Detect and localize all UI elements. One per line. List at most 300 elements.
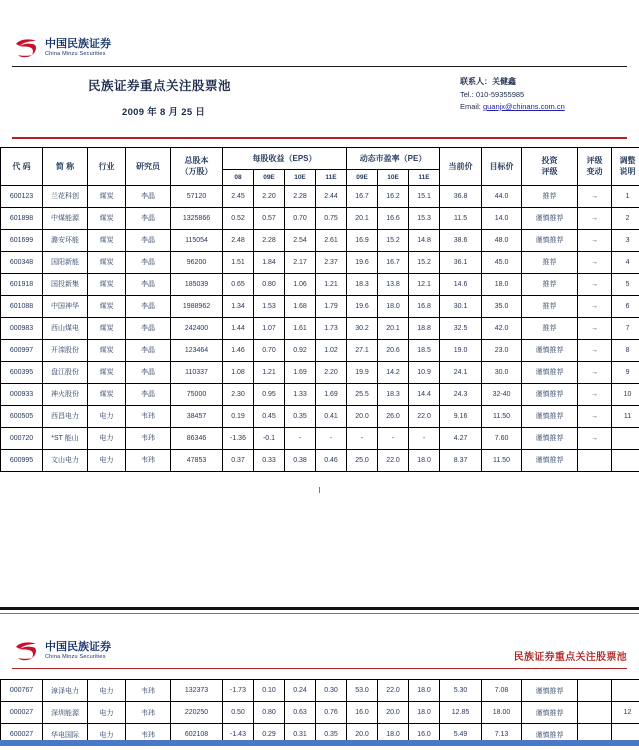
cell-eps-09e: 0.57 [254, 207, 285, 229]
col-eps-10e: 10E [285, 169, 316, 185]
cell-industry: 电力 [88, 405, 126, 427]
cell-eps-08: 2.30 [223, 383, 254, 405]
cell-eps-09e: 2.28 [254, 229, 285, 251]
cell-eps-09e: 0.33 [254, 449, 285, 471]
cell-pe-09e: 25.0 [347, 449, 378, 471]
cell-industry: 电力 [88, 702, 126, 724]
cell-pe-11e: 14.8 [409, 229, 440, 251]
cell-capital: 110337 [171, 361, 223, 383]
page-separator [0, 607, 639, 614]
cell-rating-change: → [578, 295, 612, 317]
cell-eps-09e: 0.45 [254, 405, 285, 427]
cell-capital: 132373 [171, 680, 223, 702]
cell-code: 000933 [1, 383, 43, 405]
cell-researcher: 韦玮 [126, 449, 171, 471]
brand-name-en: China Minzu Securities [45, 52, 111, 58]
cell-name: 国投新集 [43, 273, 88, 295]
table-row [1, 229, 639, 251]
cell-eps-11e: 1.02 [316, 339, 347, 361]
cell-pe-10e: 15.2 [378, 229, 409, 251]
cell-capital: 242400 [171, 317, 223, 339]
cell-pe-10e: 14.2 [378, 361, 409, 383]
cell-eps-11e: 0.46 [316, 449, 347, 471]
cell-name: 华电国际 [43, 724, 88, 746]
cell-current-price: 36.8 [440, 185, 482, 207]
cell-rating: 谨慎推荐 [522, 361, 578, 383]
cell-researcher: 韦玮 [126, 405, 171, 427]
cell-rating: 推荐 [522, 251, 578, 273]
cell-target-price: 30.0 [482, 361, 522, 383]
cell-eps-08: -1.43 [223, 724, 254, 746]
cell-eps-10e: 0.63 [285, 702, 316, 724]
cell-target-price: 18.00 [482, 702, 522, 724]
col-eps-09e: 09E [254, 169, 285, 185]
cell-eps-09e: 0.80 [254, 273, 285, 295]
cell-researcher: 李晶 [126, 207, 171, 229]
cell-industry: 煤炭 [88, 229, 126, 251]
cell-pe-09e: 20.0 [347, 405, 378, 427]
cell-code: 600995 [1, 449, 43, 471]
brand-name-cn: 中国民族证券 [45, 39, 111, 50]
cell-researcher: 李晶 [126, 251, 171, 273]
cell-eps-08: -1.73 [223, 680, 254, 702]
cell-pe-10e: 26.0 [378, 405, 409, 427]
cell-industry: 煤炭 [88, 339, 126, 361]
cell-researcher: 韦玮 [126, 427, 171, 449]
cell-code: 600123 [1, 185, 43, 207]
cell-current-price: 32.5 [440, 317, 482, 339]
cell-pe-11e: 15.3 [409, 207, 440, 229]
cell-target-price: 7.13 [482, 724, 522, 746]
email-link[interactable]: guanjx@chinans.com.cn [483, 102, 565, 111]
cell-researcher: 李晶 [126, 383, 171, 405]
cell-eps-09e: 1.53 [254, 295, 285, 317]
cell-pe-11e: 12.1 [409, 273, 440, 295]
cell-industry: 电力 [88, 427, 126, 449]
cell-eps-08: 0.37 [223, 449, 254, 471]
cell-note: 1 [612, 185, 639, 207]
cell-eps-11e: 2.37 [316, 251, 347, 273]
cell-capital: 1325866 [171, 207, 223, 229]
cell-pe-11e: 18.0 [409, 702, 440, 724]
cell-researcher: 李晶 [126, 229, 171, 251]
cell-pe-10e: 16.2 [378, 185, 409, 207]
cell-pe-09e: 53.0 [347, 680, 378, 702]
cell-rating: 谨慎推荐 [522, 229, 578, 251]
cell-current-price: 24.3 [440, 383, 482, 405]
col-rating-line1: 投资 [522, 155, 577, 166]
cell-eps-11e: 2.20 [316, 361, 347, 383]
table-row [1, 185, 639, 207]
cell-eps-08: 1.51 [223, 251, 254, 273]
cell-code: 600505 [1, 405, 43, 427]
cell-note: 3 [612, 229, 639, 251]
cell-eps-11e: - [316, 427, 347, 449]
col-code: 代 码 [1, 147, 43, 185]
col-target-price: 目标价 [482, 147, 522, 185]
cell-pe-11e: 16.0 [409, 724, 440, 746]
cell-name: 兰花科创 [43, 185, 88, 207]
col-industry: 行业 [88, 147, 126, 185]
col-note-line2: 说明 [612, 166, 639, 177]
cell-researcher: 李晶 [126, 273, 171, 295]
report-page-2 [0, 614, 639, 746]
col-change-line1: 评级 [578, 155, 611, 166]
cell-industry: 煤炭 [88, 361, 126, 383]
cell-eps-09e: -0.1 [254, 427, 285, 449]
report-date: 2009 年 8 月 25 日 [122, 104, 205, 118]
cell-eps-10e: 2.54 [285, 229, 316, 251]
cell-target-price: 48.0 [482, 229, 522, 251]
cell-name: *ST 能山 [43, 427, 88, 449]
cell-pe-10e: 20.1 [378, 317, 409, 339]
cell-industry: 电力 [88, 724, 126, 746]
cell-rating-change [578, 449, 612, 471]
table-row [1, 405, 639, 427]
cell-eps-08: -1.36 [223, 427, 254, 449]
cell-pe-09e: 20.0 [347, 724, 378, 746]
cell-current-price: 5.30 [440, 680, 482, 702]
table-row [1, 702, 639, 724]
cell-capital: 1988962 [171, 295, 223, 317]
cell-pe-11e: 18.0 [409, 680, 440, 702]
cell-industry: 煤炭 [88, 383, 126, 405]
cell-rating: 谨慎推荐 [522, 207, 578, 229]
cell-researcher: 韦玮 [126, 702, 171, 724]
cell-note [612, 427, 639, 449]
cell-eps-10e: 0.70 [285, 207, 316, 229]
cell-target-price: 14.0 [482, 207, 522, 229]
report-header [0, 67, 639, 137]
cell-rating: 推荐 [522, 317, 578, 339]
cell-code: 601699 [1, 229, 43, 251]
cell-rating-change [578, 702, 612, 724]
table-row [1, 680, 639, 702]
cell-rating-change: → [578, 339, 612, 361]
col-pe-11e: 11E [409, 169, 440, 185]
cell-name: 国阳新能 [43, 251, 88, 273]
cell-eps-09e: 1.84 [254, 251, 285, 273]
cell-eps-10e: 1.69 [285, 361, 316, 383]
email-label: Email: [460, 102, 481, 111]
cell-code: 000983 [1, 317, 43, 339]
cell-pe-11e: 15.2 [409, 251, 440, 273]
cell-name: 中煤能源 [43, 207, 88, 229]
cell-eps-11e: 0.75 [316, 207, 347, 229]
cell-researcher: 李晶 [126, 185, 171, 207]
page-marker: l [0, 486, 639, 498]
cell-current-price: 9.16 [440, 405, 482, 427]
cell-researcher: 李晶 [126, 317, 171, 339]
minzu-swoosh-icon-page2 [14, 640, 40, 662]
cell-pe-09e: 16.7 [347, 185, 378, 207]
cell-target-price: 11.50 [482, 405, 522, 427]
col-eps-11e: 11E [316, 169, 347, 185]
cell-industry: 煤炭 [88, 185, 126, 207]
cell-eps-08: 1.34 [223, 295, 254, 317]
table-row [1, 207, 639, 229]
cell-capital: 602108 [171, 724, 223, 746]
cell-code: 600395 [1, 361, 43, 383]
cell-eps-11e: 0.41 [316, 405, 347, 427]
cell-capital: 75000 [171, 383, 223, 405]
cell-pe-11e: 15.1 [409, 185, 440, 207]
table-header [1, 147, 639, 185]
cell-eps-11e: 1.79 [316, 295, 347, 317]
col-eps-08: 08 [223, 169, 254, 185]
col-rating-line2: 评级 [522, 166, 577, 177]
cell-eps-10e: 1.06 [285, 273, 316, 295]
cell-pe-11e: 14.4 [409, 383, 440, 405]
cell-pe-10e: 22.0 [378, 680, 409, 702]
page2-red-rule [12, 668, 627, 669]
cell-pe-09e: 16.9 [347, 229, 378, 251]
cell-current-price: 11.5 [440, 207, 482, 229]
cell-eps-10e: 0.35 [285, 405, 316, 427]
cell-pe-10e: 13.8 [378, 273, 409, 295]
col-capital-line2: （万股） [171, 166, 222, 177]
cell-eps-11e: 0.35 [316, 724, 347, 746]
cell-rating-change: → [578, 229, 612, 251]
cell-code: 601088 [1, 295, 43, 317]
page-title: 民族证券重点关注股票池 [88, 76, 231, 94]
stock-pool-table-page2 [0, 679, 639, 746]
cell-eps-09e: 0.70 [254, 339, 285, 361]
cell-eps-11e: 1.69 [316, 383, 347, 405]
cell-eps-09e: 0.95 [254, 383, 285, 405]
table-body-page2 [1, 680, 639, 746]
col-rating [522, 147, 578, 185]
cell-eps-08: 1.46 [223, 339, 254, 361]
page2-header-title: 民族证券重点关注股票池 [514, 648, 627, 663]
cell-note: 8 [612, 339, 639, 361]
page2-brand-name-cn: 中国民族证券 [45, 642, 111, 653]
col-capital-line1: 总股本 [171, 155, 222, 166]
cell-researcher: 李晶 [126, 295, 171, 317]
cell-eps-08: 2.48 [223, 229, 254, 251]
cell-eps-09e: 1.07 [254, 317, 285, 339]
cell-rating-change [578, 680, 612, 702]
col-current-price: 当前价 [440, 147, 482, 185]
header-red-rule [12, 137, 627, 139]
table-row [1, 317, 639, 339]
cell-pe-11e: 18.0 [409, 449, 440, 471]
col-researcher: 研究员 [126, 147, 171, 185]
cell-note: 10 [612, 383, 639, 405]
cell-rating: 谨慎推荐 [522, 427, 578, 449]
cell-eps-09e: 0.29 [254, 724, 285, 746]
cell-pe-11e: 22.0 [409, 405, 440, 427]
cell-pe-10e: - [378, 427, 409, 449]
cell-note: 7 [612, 317, 639, 339]
cell-pe-11e: 18.5 [409, 339, 440, 361]
col-pe-10e: 10E [378, 169, 409, 185]
col-pe-09e: 09E [347, 169, 378, 185]
cell-eps-10e: 0.31 [285, 724, 316, 746]
cell-target-price: 18.0 [482, 273, 522, 295]
col-note-line1: 调整 [612, 155, 639, 166]
cell-name: 潞安环能 [43, 229, 88, 251]
cell-rating: 推荐 [522, 273, 578, 295]
cell-pe-10e: 20.6 [378, 339, 409, 361]
cell-industry: 煤炭 [88, 207, 126, 229]
cell-pe-11e: - [409, 427, 440, 449]
cell-name: 盘江股份 [43, 361, 88, 383]
cell-capital: 38457 [171, 405, 223, 427]
cell-code: 601918 [1, 273, 43, 295]
cell-current-price: 38.6 [440, 229, 482, 251]
cell-capital: 96200 [171, 251, 223, 273]
cell-eps-10e: 2.17 [285, 251, 316, 273]
cell-note: 5 [612, 273, 639, 295]
cell-capital: 57120 [171, 185, 223, 207]
cell-pe-09e: 19.6 [347, 295, 378, 317]
cell-note: 4 [612, 251, 639, 273]
cell-pe-10e: 18.0 [378, 724, 409, 746]
cell-industry: 煤炭 [88, 295, 126, 317]
cell-rating-change: → [578, 405, 612, 427]
cell-rating-change: → [578, 361, 612, 383]
table-row [1, 339, 639, 361]
col-rating-change [578, 147, 612, 185]
cell-pe-09e: 16.0 [347, 702, 378, 724]
cell-eps-11e: 2.44 [316, 185, 347, 207]
cell-pe-10e: 18.3 [378, 383, 409, 405]
cell-researcher: 韦玮 [126, 680, 171, 702]
cell-target-price: 7.60 [482, 427, 522, 449]
cell-pe-10e: 18.0 [378, 295, 409, 317]
cell-rating: 推荐 [522, 295, 578, 317]
cell-researcher: 李晶 [126, 339, 171, 361]
table-header-row-1 [1, 147, 639, 169]
table-row [1, 251, 639, 273]
cell-eps-08: 0.19 [223, 405, 254, 427]
cell-name: 中国神华 [43, 295, 88, 317]
cell-pe-10e: 16.6 [378, 207, 409, 229]
cell-pe-09e: 20.1 [347, 207, 378, 229]
cell-eps-09e: 0.10 [254, 680, 285, 702]
page2-brand-logo [14, 634, 639, 668]
cell-eps-09e: 0.80 [254, 702, 285, 724]
col-capital [171, 147, 223, 185]
cell-target-price: 32-40 [482, 383, 522, 405]
cell-current-price: 4.27 [440, 427, 482, 449]
table-row [1, 449, 639, 471]
cell-name: 西昌电力 [43, 405, 88, 427]
cell-capital: 220250 [171, 702, 223, 724]
cell-target-price: 11.50 [482, 449, 522, 471]
cell-target-price: 7.08 [482, 680, 522, 702]
cell-current-price: 12.85 [440, 702, 482, 724]
cell-eps-08: 0.50 [223, 702, 254, 724]
cell-eps-08: 0.52 [223, 207, 254, 229]
cell-target-price: 45.0 [482, 251, 522, 273]
cell-eps-11e: 2.61 [316, 229, 347, 251]
cell-code: 000720 [1, 427, 43, 449]
table-row [1, 383, 639, 405]
cell-note [612, 680, 639, 702]
cell-name: 开滦股份 [43, 339, 88, 361]
cell-eps-10e: 0.92 [285, 339, 316, 361]
cell-rating: 谨慎推荐 [522, 702, 578, 724]
cell-eps-10e: 1.68 [285, 295, 316, 317]
cell-pe-09e: 30.2 [347, 317, 378, 339]
cell-eps-11e: 0.30 [316, 680, 347, 702]
table-row [1, 361, 639, 383]
table-row [1, 273, 639, 295]
cell-code: 601898 [1, 207, 43, 229]
cell-pe-09e: 19.6 [347, 251, 378, 273]
cell-target-price: 35.0 [482, 295, 522, 317]
cell-note [612, 449, 639, 471]
cell-current-price: 36.1 [440, 251, 482, 273]
cell-name: 文山电力 [43, 449, 88, 471]
cell-eps-08: 1.44 [223, 317, 254, 339]
cell-industry: 煤炭 [88, 317, 126, 339]
bottom-accent-bar [0, 740, 639, 746]
col-name: 简 称 [43, 147, 88, 185]
cell-note: 12 [612, 702, 639, 724]
cell-target-price: 44.0 [482, 185, 522, 207]
cell-pe-10e: 22.0 [378, 449, 409, 471]
cell-eps-10e: 1.33 [285, 383, 316, 405]
cell-pe-09e: 25.5 [347, 383, 378, 405]
cell-target-price: 42.0 [482, 317, 522, 339]
cell-rating: 谨慎推荐 [522, 383, 578, 405]
cell-current-price: 19.0 [440, 339, 482, 361]
table-body [1, 185, 639, 471]
cell-eps-09e: 1.21 [254, 361, 285, 383]
cell-rating-change: → [578, 317, 612, 339]
cell-rating: 谨慎推荐 [522, 680, 578, 702]
cell-pe-10e: 20.0 [378, 702, 409, 724]
cell-eps-11e: 1.73 [316, 317, 347, 339]
report-page-1 [0, 33, 639, 593]
contact-tel: Tel.: 010-59355985 [460, 89, 565, 102]
cell-code: 000027 [1, 702, 43, 724]
cell-rating-change: → [578, 273, 612, 295]
cell-capital: 185039 [171, 273, 223, 295]
cell-capital: 47853 [171, 449, 223, 471]
cell-industry: 电力 [88, 449, 126, 471]
cell-note: 11 [612, 405, 639, 427]
cell-current-price: 30.1 [440, 295, 482, 317]
cell-researcher: 韦玮 [126, 724, 171, 746]
col-eps-group: 每股收益（EPS） [223, 147, 347, 169]
cell-pe-11e: 10.9 [409, 361, 440, 383]
cell-current-price: 14.6 [440, 273, 482, 295]
cell-pe-10e: 16.7 [378, 251, 409, 273]
cell-code: 600027 [1, 724, 43, 746]
cell-eps-10e: 0.24 [285, 680, 316, 702]
cell-current-price: 24.1 [440, 361, 482, 383]
cell-name: 西山煤电 [43, 317, 88, 339]
cell-rating: 谨慎推荐 [522, 405, 578, 427]
cell-industry: 煤炭 [88, 273, 126, 295]
cell-eps-10e: 2.28 [285, 185, 316, 207]
col-pe-group: 动态市盈率（PE） [347, 147, 440, 169]
cell-target-price: 23.0 [482, 339, 522, 361]
cell-pe-11e: 16.8 [409, 295, 440, 317]
cell-name: 深圳能源 [43, 702, 88, 724]
cell-code: 000767 [1, 680, 43, 702]
brand-logo [14, 33, 639, 63]
cell-eps-08: 1.08 [223, 361, 254, 383]
cell-eps-11e: 1.21 [316, 273, 347, 295]
cell-pe-09e: 19.9 [347, 361, 378, 383]
cell-industry: 电力 [88, 680, 126, 702]
contact-email-line [460, 101, 565, 114]
